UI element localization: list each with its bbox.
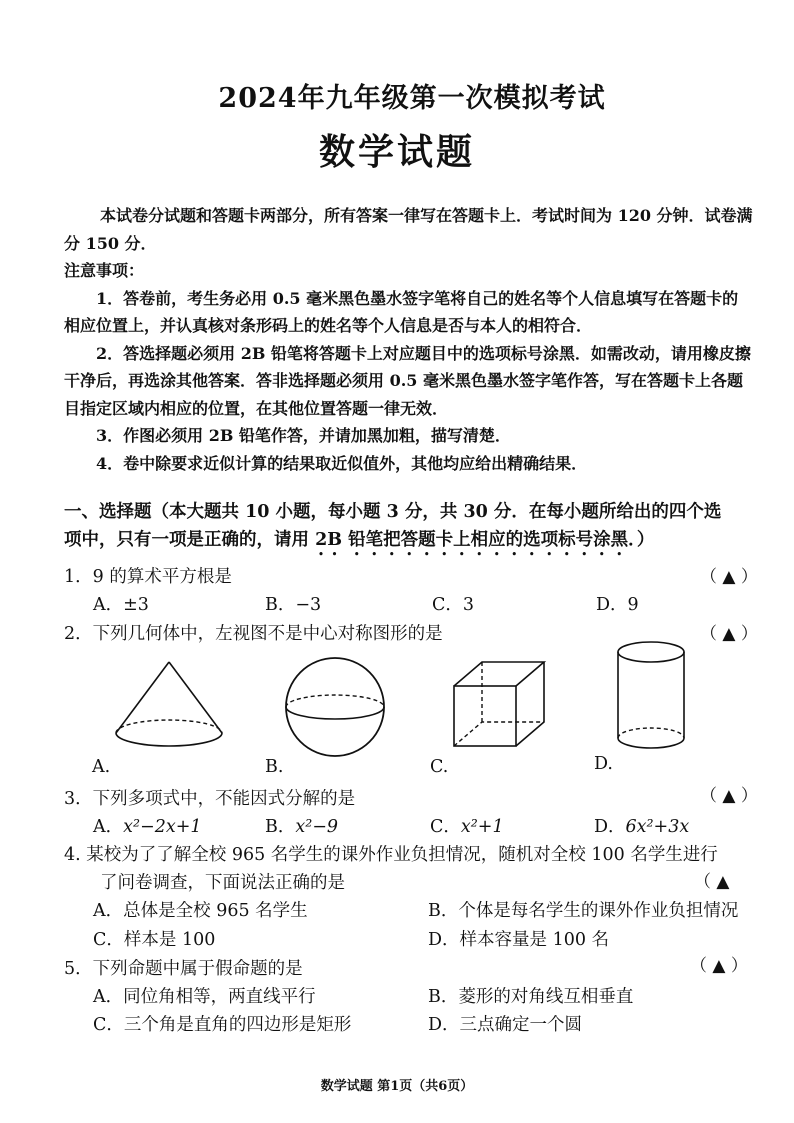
q3-stem: 3．下列多项式中，不能因式分解的是 [64, 789, 356, 809]
q4-stem-line-1: 4. 某校为了了解全校 965 名学生的课外作业负担情况，随机对全校 100 名学生进行 [64, 845, 718, 865]
q3-option-b [265, 813, 338, 838]
sphere-figure [280, 652, 390, 762]
q3-option-b-label: B． [265, 817, 296, 837]
page-footer: 数学试题 第1页（共6页） [320, 1079, 474, 1094]
q1-option-c: C．3 [432, 595, 475, 615]
intro-line-1: 本试卷分试题和答题卡两部分，所有答案一律写在答题卡上．考试时间为 120 分钟．试卷满 [100, 206, 753, 225]
cylinder-figure [612, 638, 692, 758]
q1-option-a: A．±3 [93, 595, 149, 615]
note-1-line-1: 1．答卷前，考生务必用 0.5 毫米黑色墨水签字笔将自己的姓名等个人信息填写在答题卡的 [96, 289, 739, 308]
q2-answer-mark: （ ▲ ） [700, 624, 758, 644]
q3-option-d [594, 813, 689, 838]
q5-stem: 5．下列命题中属于假命题的是 [64, 959, 303, 979]
note-3: 3．作图必须用 2B 铅笔作答，并请加黑加粗，描写清楚． [96, 426, 511, 445]
section-1-heading-line-1: 一、选择题（本大题共 10 小题，每小题 3 分，共 30 分．在每小题所给出的四个选 [64, 502, 722, 522]
section-1-heading-line-2 [64, 526, 654, 560]
q5-option-a: A．同位角相等，两直线平行 [93, 987, 316, 1007]
q1-option-b: B．−3 [265, 595, 322, 615]
q1-answer-mark: （ ▲ ） [700, 567, 758, 587]
note-1-line-2: 相应位置上，并认真核对条形码上的姓名等个人信息是否与本人的相符合． [64, 316, 593, 335]
cube-figure [450, 658, 550, 753]
q4-option-b: B．个体是每名学生的课外作业负担情况 [428, 901, 739, 921]
section-1-line-2-c: ） [636, 530, 655, 550]
q3-option-c [430, 813, 504, 838]
q5-option-b: B．菱形的对角线互相垂直 [428, 987, 634, 1007]
q2-option-d: D. [594, 754, 613, 774]
notes-title: 注意事项： [64, 261, 145, 280]
q3-option-a [93, 813, 202, 838]
q3-option-a-label: A． [93, 817, 124, 837]
q3-option-d-label: D． [594, 817, 626, 837]
q1-option-d: D．9 [596, 595, 639, 615]
intro-line-2: 分 150 分． [64, 234, 157, 253]
cone-figure [110, 655, 230, 755]
q5-option-d: D．三点确定一个圆 [428, 1015, 583, 1035]
q2-option-a: A. [92, 757, 111, 777]
q5-answer-mark: （ ▲ ） [690, 956, 748, 976]
q4-option-c: C．样本是 100 [93, 930, 216, 950]
note-2-line-3: 目指定区域内相应的位置，在其他位置答题一律无效． [64, 399, 449, 418]
q1-stem: 1．9 的算术平方根是 [64, 567, 232, 587]
q3-option-d-expr: 6x²+3x [625, 817, 690, 837]
q2-option-b: B. [265, 757, 284, 777]
q4-answer-mark: （ ▲ [694, 872, 730, 892]
q2-stem: 2．下列几何体中，左视图不是中心对称图形的是 [64, 624, 443, 644]
q4-option-d: D．样本容量是 100 名 [428, 930, 610, 950]
section-1-line-2-a: 项中，只有一项是正确的，请用 [64, 530, 316, 550]
section-1-line-2-emphasis: 2B 铅笔把答题卡上相应的选项标号涂黑． [315, 530, 637, 550]
q4-option-a: A．总体是全校 965 名学生 [93, 901, 308, 921]
subject-title: 数学试题 [318, 131, 475, 173]
q3-option-a-expr: x²−2x+1 [123, 817, 202, 837]
q3-option-c-label: C． [430, 817, 461, 837]
q2-option-c: C. [430, 757, 449, 777]
q3-answer-mark: （ ▲ ） [700, 786, 758, 806]
note-2-line-2: 干净后，再选涂其他答案．答非选择题必须用 0.5 毫米黑色墨水签字笔作答，写在答题卡上各题 [64, 371, 743, 390]
q3-option-b-expr: x²−9 [295, 817, 339, 837]
q5-option-c: C．三个角是直角的四边形是矩形 [93, 1015, 352, 1035]
exam-title: 2024年九年级第一次模拟考试 [218, 83, 606, 114]
q3-option-c-expr: x²+1 [460, 817, 504, 837]
note-4: 4．卷中除要求近似计算的结果取近似值外，其他均应给出精确结果． [96, 454, 588, 473]
note-2-line-1: 2．答选择题必须用 2B 铅笔将答题卡上对应题目中的选项标号涂黑．如需改动，请用橡皮擦 [96, 344, 751, 363]
q4-stem-line-2: 了问卷调查，下面说法正确的是 [100, 873, 345, 893]
